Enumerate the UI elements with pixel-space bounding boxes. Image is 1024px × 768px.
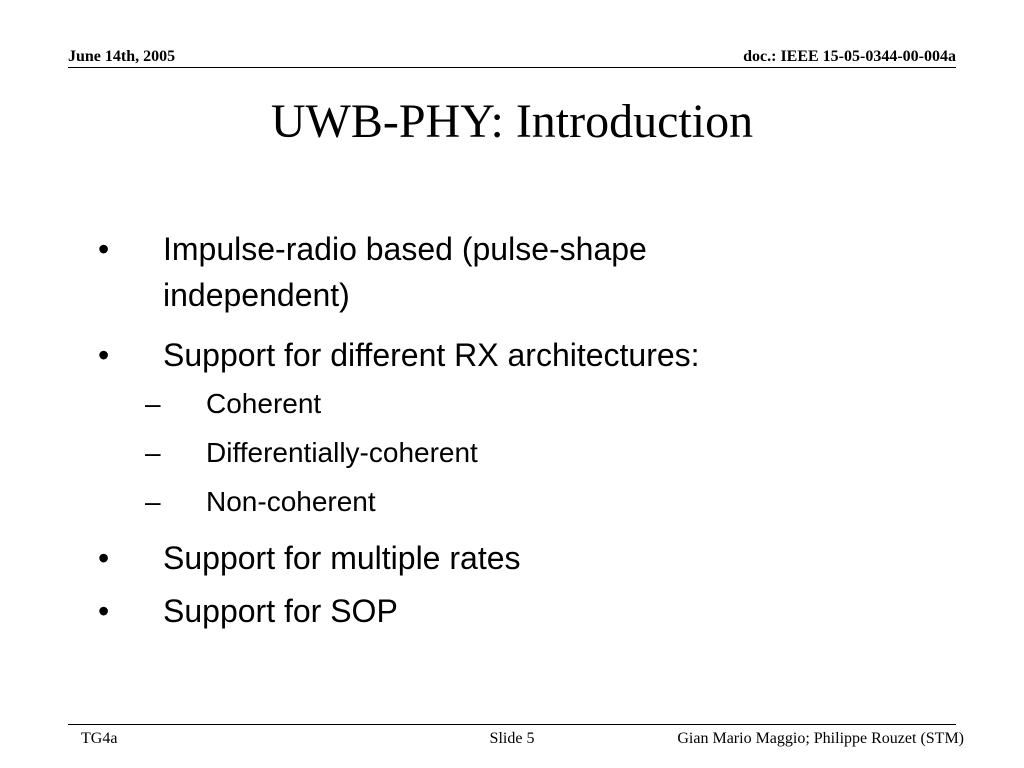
sub-bullet-text: Non-coherent — [206, 486, 376, 517]
bullet-marker: • — [98, 337, 110, 373]
footer-divider — [68, 724, 956, 725]
sub-bullet-marker: – — [145, 388, 161, 419]
bullet-text: Support for multiple rates — [163, 540, 521, 576]
header-document-id: doc.: IEEE 15-05-0344-00-004a — [743, 48, 956, 65]
sub-bullet-text: Coherent — [206, 388, 322, 419]
bullet-text: Support for different RX architectures: — [163, 337, 700, 373]
bullet-marker: • — [98, 540, 110, 576]
bullet-text — [163, 226, 853, 318]
header-divider — [68, 67, 956, 68]
header-date: June 14th, 2005 — [68, 48, 176, 65]
footer-slide-number: Slide 5 — [489, 730, 535, 747]
footer-authors: Gian Mario Maggio; Philippe Rouzet (STM) — [677, 730, 964, 747]
bullet-text: Support for SOP — [163, 593, 398, 629]
bullet-marker: • — [98, 231, 110, 267]
sub-bullet-marker: – — [145, 486, 161, 517]
bullet-text-line: independent) — [163, 277, 350, 313]
sub-bullet-marker: – — [145, 437, 161, 468]
bullet-marker: • — [98, 593, 110, 629]
bullet-text-line: Impulse-radio based (pulse-shape — [163, 231, 647, 267]
slide-title: UWB-PHY: Introduction — [270, 95, 754, 148]
footer-group-label: TG4a — [81, 730, 118, 747]
sub-bullet-text: Differentially-coherent — [206, 437, 478, 468]
